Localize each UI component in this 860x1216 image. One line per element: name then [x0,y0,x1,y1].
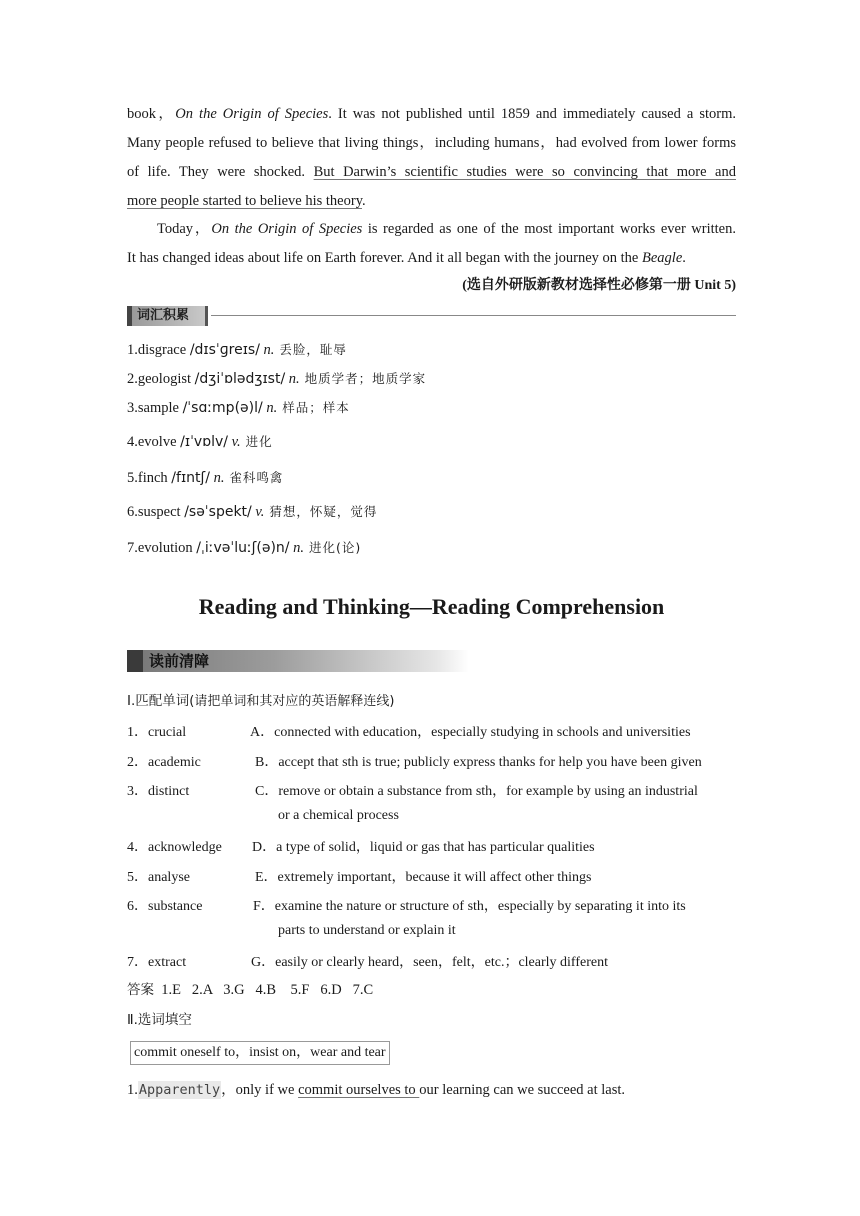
answer-values: 1.E 2.A 3.G 4.B 5.F 6.D 7.C [154,982,374,998]
vocab-pos: v. [228,434,241,450]
vocab-phonetic: /ˌiːvəˈluːʃ(ə)n/ [196,540,290,556]
matching-word: 1．crucial [127,725,187,740]
vocab-phonetic: /ˈsɑːmp(ə)l/ [182,400,263,416]
source-citation: (选自外研版新教材选择性必修第一册 Unit 5) [462,278,736,293]
matching-definition: G．easily or clearly heard，seen，felt，etc.；clearly different [251,955,608,970]
matching-definition: B．accept that sth is true; publicly express thanks for help you have been given [255,755,702,770]
vocab-word: 4.evolve [127,434,181,450]
passage-line: Many people refused to believe that living things，including humans，had evolved from lower forms [127,135,736,151]
answer-blank: Apparently [138,1082,221,1098]
vocab-word: 2.geologist [127,371,195,387]
text: of life. They were shocked. [127,164,314,180]
passage-line [127,187,736,216]
vocab-meaning: 丢脸，耻辱 [274,342,347,357]
book-title: On the Origin of Species [175,106,329,122]
vocab-pos: n. [285,371,300,387]
vocab-item [127,369,426,388]
vocab-pos: v. [251,504,265,520]
vocab-phonetic: /səˈspekt/ [184,504,252,520]
matching-definition-continued: or a chemical process [278,808,399,823]
answer-label: 答案 [127,982,154,998]
text: book， [127,106,176,122]
vocab-item [127,340,347,359]
pre-reading-label: 读前清障 [149,652,210,670]
part-1-title [127,689,394,709]
vocab-phonetic: /fɪntʃ/ [171,470,210,486]
vocab-section-header [127,306,736,326]
matching-word: 2．academic [127,755,201,770]
matching-word: 5．analyse [127,870,190,885]
vocab-meaning: 样品；样本 [277,400,350,415]
answer-key [127,978,373,999]
word-bank-box: commit oneself to，insist on，wear and tear [130,1041,390,1065]
vocab-item [127,432,273,451]
question-number: 1. [127,1082,138,1098]
part-1-label: Ⅰ.匹配单词 [127,693,190,709]
vocab-item [127,468,283,487]
matching-word: 4．acknowledge [127,840,222,855]
vocab-pos: n. [289,540,305,556]
matching-word: 6．substance [127,899,203,914]
fill-in-question-1 [127,1078,625,1099]
vocab-item [127,538,361,557]
matching-word: 3．distinct [127,784,190,799]
vocab-pos: n. [262,400,278,416]
vocab-item [127,398,350,417]
vocab-phonetic: /dɪsˈɡreɪs/ [189,342,260,358]
text: our learning can we succeed at last. [419,1082,626,1098]
divider [211,315,736,316]
vocab-word: 5.finch [127,470,172,486]
matching-definition: D．a type of solid，liquid or gas that has particular qualities [252,840,595,855]
passage-line [127,244,736,273]
vocab-meaning: 猜想，怀疑，觉得 [264,504,378,519]
vocab-pos: n. [209,470,225,486]
matching-definition: E．extremely important，because it will affect other things [255,870,592,885]
vocab-item [127,502,377,521]
vocab-phonetic: /dʒiˈɒlədʒɪst/ [194,371,286,387]
underlined-sentence: But Darwin’s scientific studies were so convincing that more and [313,164,736,180]
vocab-phonetic: /ɪˈvɒlv/ [180,434,228,450]
vocab-pos: n. [259,342,275,358]
matching-definition: A．connected with education，especially studying in schools and universities [250,725,691,740]
text: ，only if we [221,1082,299,1098]
passage-line [127,100,736,129]
text: . [362,193,366,209]
vocab-word: 1.disgrace [127,342,190,358]
vocab-word: 6.suspect [127,504,185,520]
passage-line [127,215,736,244]
text: It has changed ideas about life on Earth forever. And it all began with the journey on the [127,250,642,266]
matching-definition-continued: parts to understand or explain it [278,923,456,938]
vocab-word: 3.sample [127,400,183,416]
part-2-title: Ⅱ.选词填空 [127,1012,192,1028]
vocab-meaning: 地质学者；地质学家 [299,371,427,386]
matching-definition: C．remove or obtain a substance from sth，for example by using an industrial [255,784,698,799]
vocab-meaning: 进化 [240,434,273,449]
vocab-meaning: 进化(论) [304,540,362,555]
text: is regarded as one of the most important works ever written. [362,221,736,237]
passage-line [127,158,736,187]
text: Today， [157,221,212,237]
vocab-meaning: 雀科鸣禽 [224,470,284,485]
passage-paragraph-1 [127,100,736,216]
matching-word: 7．extract [127,955,187,970]
text: . It was not published until 1859 and immediately caused a storm. [328,106,736,122]
ship-name: Beagle [642,250,683,266]
book-title: On the Origin of Species [211,221,363,237]
matching-definition: F．examine the nature or structure of sth，especially by separating it into its [253,899,686,914]
vocab-word: 7.evolution [127,540,197,556]
text: . [682,250,686,266]
pre-reading-section-header [127,650,469,672]
vocab-section-label: 词汇积累 [127,306,206,326]
part-1-instruction: (请把单词和其对应的英语解释连线) [189,694,395,709]
underlined-phrase: commit ourselves to [298,1082,420,1098]
passage-paragraph-2 [127,215,736,273]
section-heading: Reading and Thinking—Reading Comprehension [198,594,665,619]
underlined-sentence: more people started to believe his theory [127,193,363,209]
